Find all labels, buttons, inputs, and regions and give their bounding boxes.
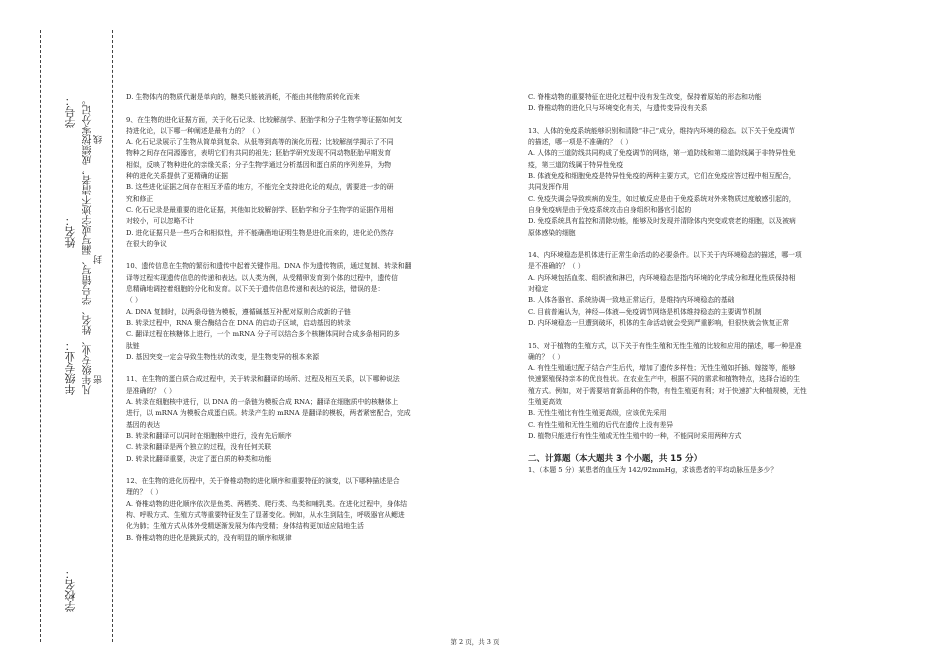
spacer xyxy=(126,363,474,374)
option-line: 肽链 xyxy=(126,341,140,350)
question-13-line: 13、人体的免疫系统能够识别和清除“非己”成分，维持内环境的稳态。以下关于免疫调节 xyxy=(528,126,796,135)
question-15-line: 确的？（ ） xyxy=(528,352,565,361)
question-9-line: 持进化论，以下哪一种阐述是最有力的？（ ） xyxy=(126,126,265,135)
question-11-line: 11、在生物的蛋白质合成过程中，关于转录和翻译的场所、过程及相互关系，以下哪种说法 xyxy=(126,375,400,384)
grade-major-label: 年级专业： xyxy=(64,340,77,395)
option-line: C. 转录和翻译是两个独立的过程，没有任何关联 xyxy=(126,443,272,452)
option-line: C. 有性生殖和无性生殖的后代在遗传上没有差异 xyxy=(528,420,674,429)
option-line: A. 人体的三道防线共同构成了免疫调节的网络，第一道防线和第二道防线属于非特异性免 xyxy=(528,149,796,158)
option-line: C. 脊椎动物的重要特征在进化过程中没有发生改变，保持着原始的形态和功能 xyxy=(528,93,762,101)
option-line: D. 脊椎动物的进化只与环境变化有关，与遗传变异没有关系 xyxy=(528,104,708,113)
spacer xyxy=(126,103,474,114)
spacer xyxy=(528,239,858,250)
seal-mark-feng: 封 xyxy=(94,255,104,264)
name-label: 姓名： xyxy=(64,215,77,248)
binding-dashed-line xyxy=(112,30,113,642)
option-line: D. 转录比翻译重要，决定了蛋白质的种类和功能 xyxy=(126,454,272,463)
question-10-line: （ ） xyxy=(126,296,142,305)
option-line: B. 无性生殖比有性生殖更高级，应该优先采用 xyxy=(528,409,667,418)
option-line: B. 这些进化证据之间存在相互矛盾的地方，不能完全支持进化论的观点，需要进一步的研 xyxy=(126,183,394,192)
option-line: 快速繁殖保持亲本的优良性状。在农业生产中，根据不同的需求和植物特点，选择合适的生 xyxy=(528,375,800,384)
option-line: D. 基因突变一定会导致生物性状的改变，是生物变异的根本来源 xyxy=(126,352,320,361)
option-line: B. 体液免疫和细胞免疫是特异性免疫的两种主要方式，它们在免疫应答过程中相互配合， xyxy=(528,172,796,181)
option-line: B. 人体各器官、系统协调一致地正常运行，是维持内环境稳态的基础 xyxy=(528,296,735,305)
student-id-label: 学号： xyxy=(64,95,77,128)
option-line: 基因的表达 xyxy=(126,420,160,429)
question-12-line: 理的？（ ） xyxy=(126,488,163,497)
option-line: D. 免疫系统具有监控和清除功能，能够及时发现并清除体内突变或衰老的细胞，以及被病 xyxy=(528,217,796,226)
spacer xyxy=(126,465,474,476)
option-line: A. 内环境包括血浆、组织液和淋巴，内环境稳态是指内环境的化学成分和理化性质保持相 xyxy=(528,273,796,282)
question-9-line: 9、在生物的进化证据方面，关于化石记录、比较解剖学、胚胎学和分子生物学等证据如何支 xyxy=(126,115,403,124)
spacer xyxy=(126,250,474,261)
option-line: 殖方式。例如，对于需要培育新品种的作物，有性生殖更有利；对于快速扩大种植规模，无性 xyxy=(528,386,807,395)
option-line: A. 有性生殖通过配子结合产生后代，增加了遗传多样性；无性生殖如扦插、嫁接等，能够 xyxy=(528,364,796,373)
option-line: 生殖更高效 xyxy=(528,398,562,407)
option-line: 对较小，可以忽略不计 xyxy=(126,217,194,226)
option-line: 疫，第三道防线属于特异性免疫 xyxy=(528,160,624,169)
question-13-line: 的描述，哪一项是不准确的？（ ） xyxy=(528,138,633,147)
option-line: 物种之间存在同源器官，表明它们有共同的祖先；胚胎学研究发现不同动物胚胎早期发育 xyxy=(126,149,392,158)
question-10-line: 译等过程实现遗传信息的传递和表达。以人类为例，从受精卵发育到个体的过程中，遗传信 xyxy=(126,273,398,282)
option-line: A. DNA 复制时，以两条母链为模板，遵循碱基互补配对原则合成新的子链 xyxy=(126,307,351,316)
option-line: B. 转录过程中，RNA 聚合酶结合在 DNA 的启动子区域，启动基因的转录 xyxy=(126,318,351,327)
text-line: D. 生物体内的物质代谢是单向的，糖类只能被消耗，不能由其他物质转化而来 xyxy=(126,93,360,101)
question-10-line: 息精确地调控着细胞的分化和发育。以下关于遗传信息传递和表达的说法，错误的是： xyxy=(126,285,385,294)
spacer xyxy=(528,115,858,126)
option-line: 种的进化关系提供了更精确的证据 xyxy=(126,172,228,181)
question-12-line: 12、在生物的进化历程中，关于脊椎动物的进化顺序和重要特征的演变，以下哪种描述是合 xyxy=(126,477,400,486)
option-line: A. 化石记录展示了生物从简单到复杂、从低等到高等的演化历程；比较解剖学揭示了不同 xyxy=(126,138,394,147)
spacer xyxy=(528,442,858,453)
question-14-line: 是不准确的？（ ） xyxy=(528,262,585,271)
spacer xyxy=(528,329,858,340)
option-line: C. 化石记录是最重要的进化证据，其他如比较解剖学、胚胎学和分子生物学的证据作用相 xyxy=(126,205,394,214)
option-line: D. 内环境稳态一旦遭到破坏，机体的生命活动就会受到严重影响，但很快就会恢复正常 xyxy=(528,318,790,327)
section-2-title: 二、计算题（本大题共 3 个小题，共 15 分） xyxy=(528,453,703,464)
option-line: D. 植物只能进行有性生殖或无性生殖中的一种，不能同时采用两种方式 xyxy=(528,431,742,440)
option-line: A. 转录在细胞核中进行，以 DNA 的一条链为模板合成 RNA；翻译在细胞质中的核糖体上 xyxy=(126,398,399,407)
option-line: C. 目前普遍认为，神经—体液—免疫调节网络是机体维持稳态的主要调节机制 xyxy=(528,307,762,316)
question-11-line: 是准确的？（ ） xyxy=(126,386,176,395)
option-line: 进行，以 mRNA 为模板合成蛋白质。转录产生的 mRNA 是翻译的模板，两者紧密配合，完成 xyxy=(126,409,411,418)
calc-question-1: 1、（本题 5 分）某患者的血压为 142/92mmHg，求该患者的平均动脉压是多少？ xyxy=(528,465,778,474)
option-line: D. 进化证据只是一些巧合和相似性，并不能确凿地证明生物是进化而来的，进化论仍然存 xyxy=(126,228,394,237)
option-line: C. 免疫失调会导致疾病的发生，如过敏反应是由于免疫系统对外来物质过度敏感引起的， xyxy=(528,194,796,203)
option-line: 自身免疫病是由于免疫系统攻击自身组织和器官引起的 xyxy=(528,205,692,214)
option-line: 在很大的争议 xyxy=(126,239,167,248)
option-line: 构、呼吸方式、生殖方式等重要特征发生了显著变化。例如，从水生到陆生，呼吸器官从鳃进 xyxy=(126,510,405,519)
option-line: 化为肺；生殖方式从体外受精逐渐发展为体内受精；身体结构更加适应陆地生活 xyxy=(126,522,364,531)
option-line: C. 翻译过程在核糖体上进行，一个 mRNA 分子可以结合多个核糖体同时合成多条相同的多 xyxy=(126,330,400,339)
seal-mark-xian: 线 xyxy=(94,135,104,144)
option-line: 对稳定 xyxy=(528,285,549,294)
seal-mark-mi: 密 xyxy=(94,375,104,384)
left-column xyxy=(126,92,474,544)
question-14-line: 14、内环境稳态是机体进行正常生命活动的必要条件。以下关于内环境稳态的描述，哪一项 xyxy=(528,251,802,260)
option-line: 究和修正 xyxy=(126,194,154,203)
seal-note: 凡年级专业、姓名、学号错写、漏写或字迹不清者，成绩按零分记。 xyxy=(83,95,94,395)
page-footer: 第 2 页，共 3 页 xyxy=(450,638,500,646)
option-line: A. 脊椎动物的进化顺序依次是鱼类、两栖类、爬行类、鸟类和哺乳类。在进化过程中，身体结 xyxy=(126,499,408,508)
option-line: 共同发挥作用 xyxy=(528,183,569,192)
option-line: 原体感染的细胞 xyxy=(528,228,576,237)
option-line: B. 转录和翻译可以同时在细胞核中进行，没有先后顺序 xyxy=(126,431,292,440)
school-label: 学校名： xyxy=(64,568,77,612)
binding-dashed-line xyxy=(40,30,41,642)
right-column xyxy=(528,92,858,476)
option-line: B. 脊椎动物的进化是跳跃式的，没有明显的顺序和规律 xyxy=(126,533,292,542)
option-line: 相似，反映了物种进化的亲缘关系；分子生物学通过分析基因和蛋白质的序列差异，为物 xyxy=(126,160,392,169)
question-10-line: 10、遗传信息在生物的繁衍和遗传中起着关键作用。DNA 作为遗传物质，通过复制、转录和翻 xyxy=(126,262,412,271)
question-15-line: 15、对于植物的生殖方式，以下关于有性生殖和无性生殖的比较和应用的描述，哪一种是准 xyxy=(528,341,802,350)
binding-margin xyxy=(0,0,118,672)
